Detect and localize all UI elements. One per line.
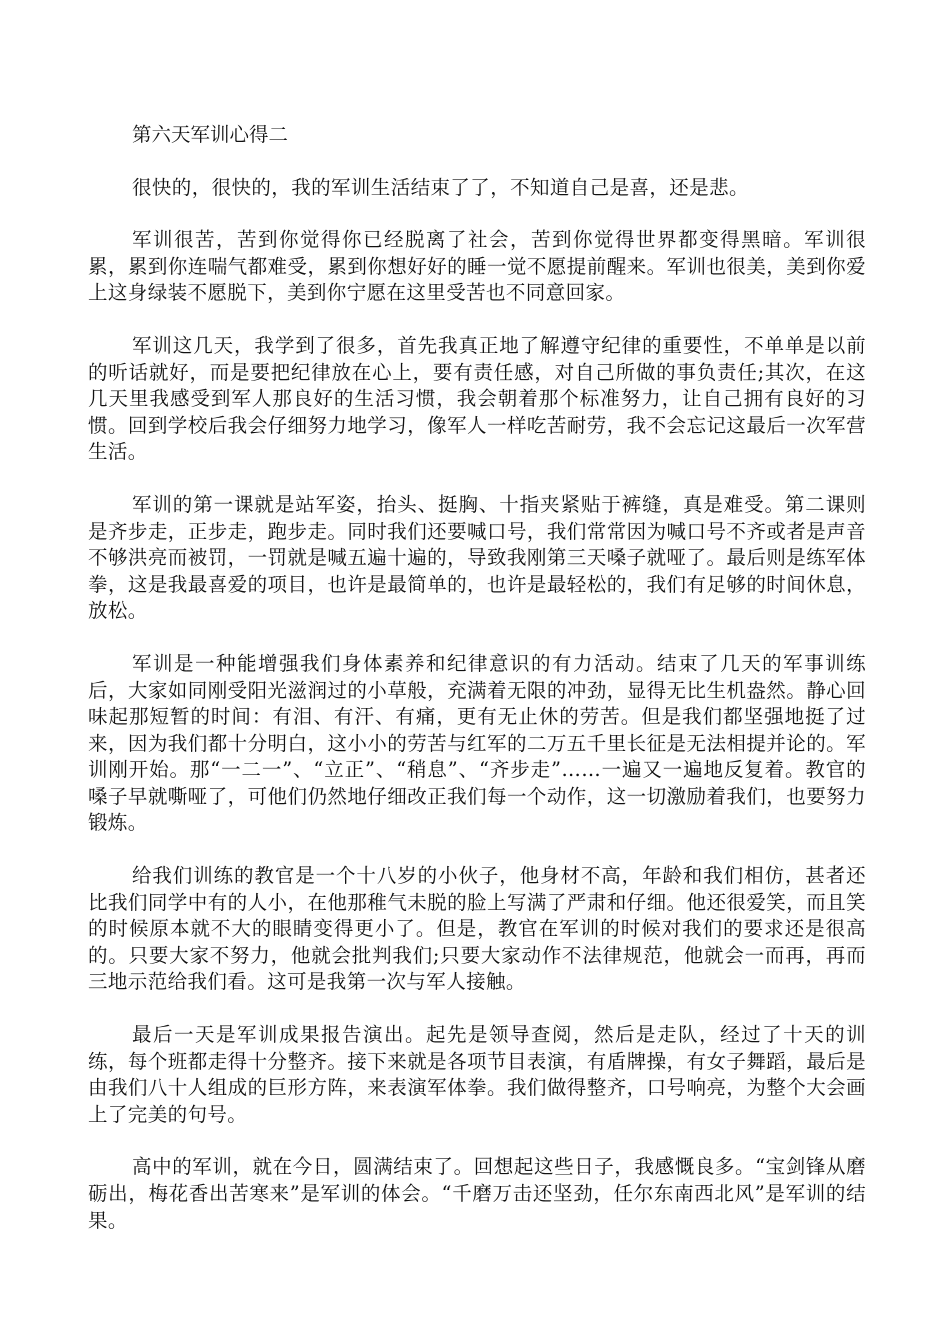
paragraph-4: 军训的第一课就是站军姿，抬头、挺胸、十指夹紧贴于裤缝，真是难受。第二课则是齐步走，正步走，跑步走。同时我们还要喊口号，我们常常因为喊口号不齐或者是声音不够洪亮而被罚，一罚就是喊五遍十遍的，导致我刚第三天嗓子就哑了。最后则是练军体拳，这是我最喜爱的项目，也许是最简单的，也许是最轻松的，我们有足够的时间休息，放松。 [88, 492, 866, 623]
paragraph-7: 最后一天是军训成果报告演出。起先是领导查阅，然后是走队，经过了十天的训练，每个班都走得十分整齐。接下来就是各项节目表演，有盾牌操，有女子舞蹈，最后是由我们八十人组成的巨形方阵，来表演军体拳。我们做得整齐，口号响亮，为整个大会画上了完美的句号。 [88, 1023, 866, 1126]
paragraph-5: 军训是一种能增强我们身体素养和纪律意识的有力活动。结束了几天的军事训练后，大家如同刚受阳光滋润过的小草般，充满着无限的冲劲，显得无比生机盎然。静心回味起那短暂的时间：有泪、有汗、有痛，更有无止休的劳苦。但是我们都坚强地挺了过来，因为我们都十分明白，这小小的劳苦与红军的二万五千里长征是无法相提并论的。军训刚开始。那“一二一”、“立正”、“稍息”、“齐步走”……一遍又一遍地反复着。教官的嗓子早就嘶哑了，可他们仍然地仔细改正我们每一个动作，这一切激励着我们，也要努力锻炼。 [88, 651, 866, 835]
paragraph-6: 给我们训练的教官是一个十八岁的小伙子，他身材不高，年龄和我们相仿，甚者还比我们同学中有的人小，在他那稚气未脱的脸上写满了严肃和仔细。他还很爱笑，而且笑的时候原本就不大的眼睛变得更小了。但是，教官在军训的时候对我们的要求还是很高的。只要大家不努力，他就会批判我们;只要大家动作不法律规范，他就会一而再，再而三地示范给我们看。这可是我第一次与军人接触。 [88, 864, 866, 994]
paragraph-1: 很快的，很快的，我的军训生活结束了了，不知道自己是喜，还是悲。 [132, 175, 749, 199]
document-body [88, 122, 866, 1260]
paragraph-3: 军训这几天，我学到了很多，首先我真正地了解遵守纪律的重要性，不单单是以前的听话就好，而是要把纪律放在心上，要有责任感，对自己所做的事负责任;其次，在这几天里我感受到军人那良好的生活习惯，我会朝着那个标准努力，让自己拥有良好的习惯。回到学校后我会仔细努力地学习，像军人一样吃苦耐劳，我不会忘记这最后一次军营生活。 [88, 333, 866, 464]
document-title: 第六天军训心得二 [132, 123, 289, 146]
paragraph-2: 军训很苦，苦到你觉得你已经脱离了社会，苦到你觉得世界都变得黑暗。军训很累，累到你连喘气都难受，累到你想好好的睡一觉不愿提前醒来。军训也很美，美到你爱上这身绿装不愿脱下，美到你宁愿在这里受苦也不同意回家。 [88, 228, 866, 305]
paragraph-8: 高中的军训，就在今日，圆满结束了。回想起这些日子，我感慨良多。“宝剑锋从磨砺出，梅花香出苦寒来”是军训的体会。“千磨万击还坚劲，任尔东南西北风”是军训的结果。 [88, 1155, 866, 1232]
